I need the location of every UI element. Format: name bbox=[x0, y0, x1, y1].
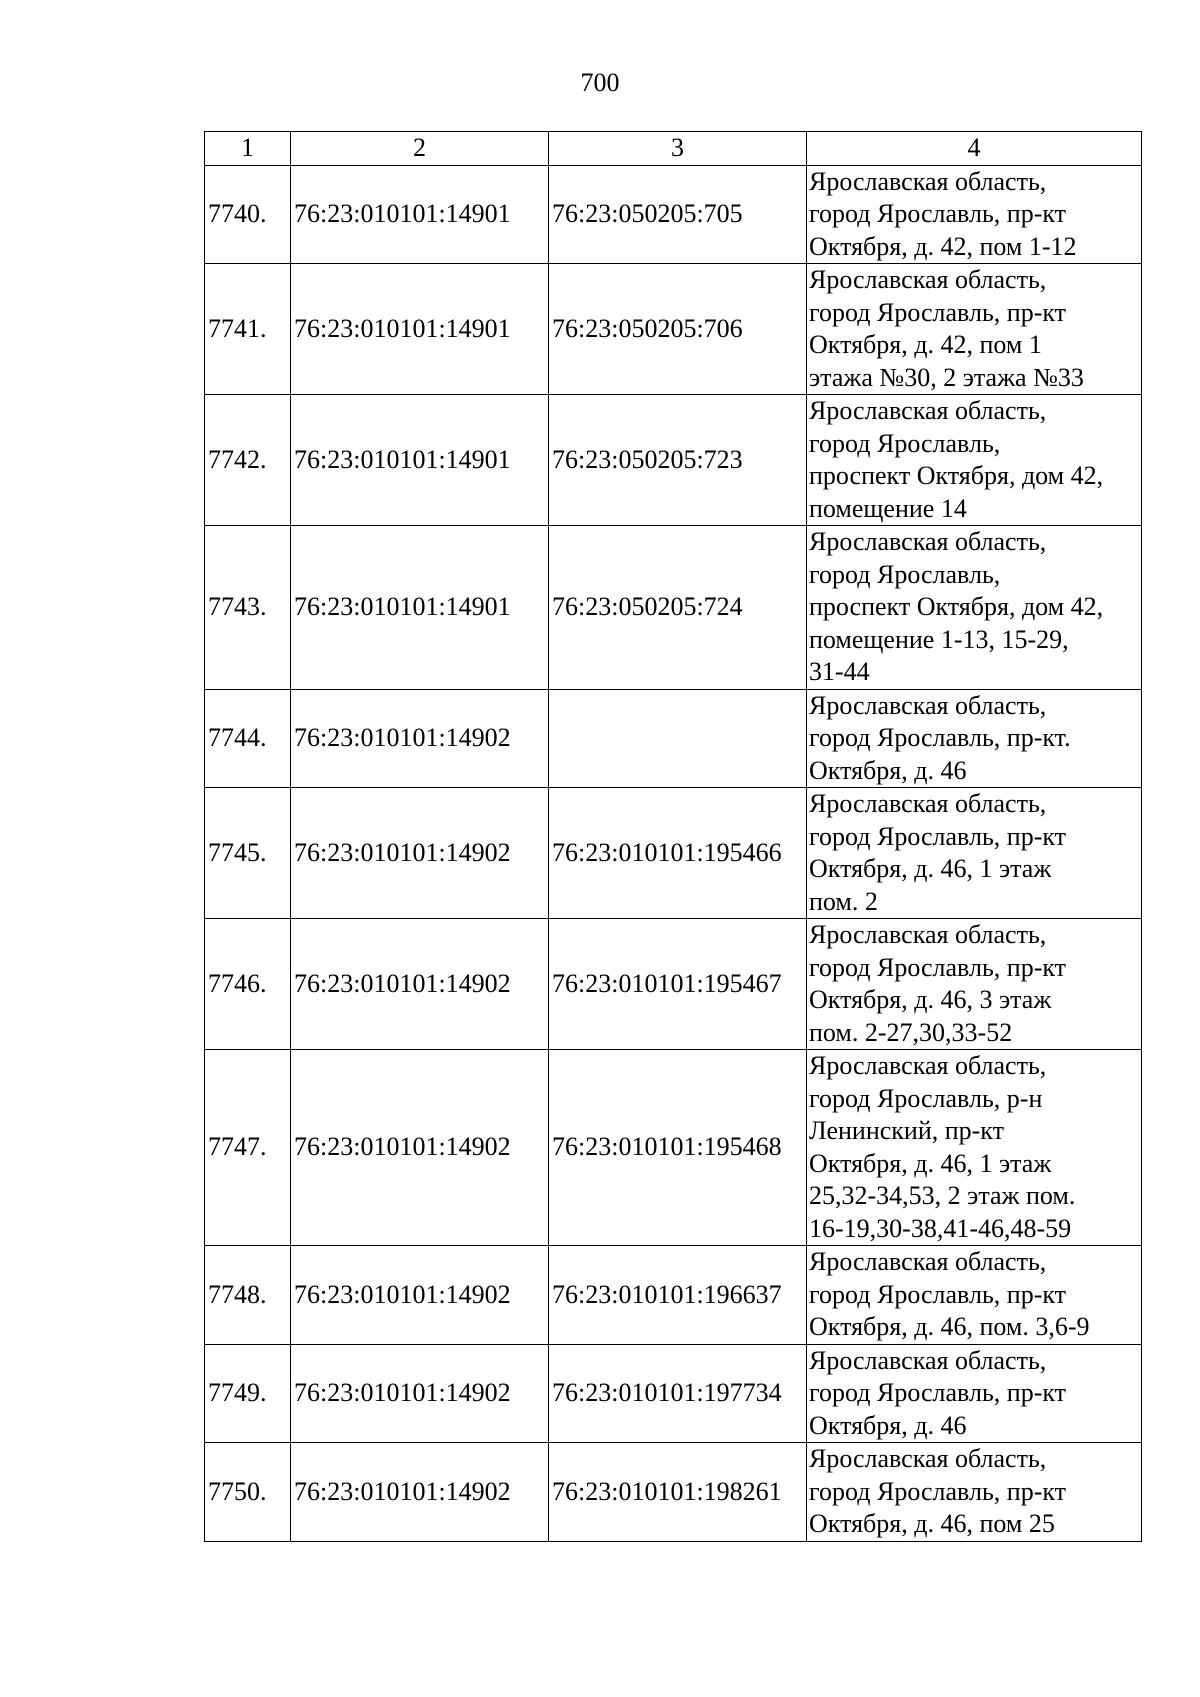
table-row bbox=[205, 788, 1142, 919]
cadastral-number: 76:23:010101:195466 bbox=[549, 788, 807, 919]
table-header-row bbox=[205, 132, 1142, 166]
row-number: 7744. bbox=[205, 689, 291, 788]
table-row bbox=[205, 1246, 1142, 1345]
cadastral-number: 76:23:010101:195467 bbox=[549, 919, 807, 1050]
cadastral-number-parent: 76:23:010101:14902 bbox=[291, 1050, 549, 1246]
address: Ярославская область, город Ярославль, пр-кт Октября, д. 42, пом 1-12 bbox=[807, 165, 1142, 264]
cadastral-number-parent: 76:23:010101:14901 bbox=[291, 395, 549, 526]
page-number: 700 bbox=[580, 68, 620, 97]
table-row bbox=[205, 1050, 1142, 1246]
table-row bbox=[205, 1344, 1142, 1443]
header-col-3: 3 bbox=[549, 132, 807, 166]
cadastral-number: 76:23:050205:706 bbox=[549, 264, 807, 395]
address: Ярославская область, город Ярославль, пр-кт. Октября, д. 46 bbox=[807, 689, 1142, 788]
address: Ярославская область, город Ярославль, р-н Ленинский, пр-кт Октября, д. 46, 1 этаж 25,32-34,53, 2 этаж пом. 16-19,30-38,41-46,48-59 bbox=[807, 1050, 1142, 1246]
row-number: 7747. bbox=[205, 1050, 291, 1246]
cadastral-number: 76:23:050205:724 bbox=[549, 526, 807, 690]
row-number: 7746. bbox=[205, 919, 291, 1050]
address: Ярославская область, город Ярославль, проспект Октября, дом 42, помещение 14 bbox=[807, 395, 1142, 526]
cadastral-number-parent: 76:23:010101:14902 bbox=[291, 1443, 549, 1542]
cadastral-number-parent: 76:23:010101:14901 bbox=[291, 264, 549, 395]
header-col-2: 2 bbox=[291, 132, 549, 166]
row-number: 7743. bbox=[205, 526, 291, 690]
table-row bbox=[205, 689, 1142, 788]
address: Ярославская область, город Ярославль, пр-кт Октября, д. 42, пом 1 этажа №30, 2 этажа №33 bbox=[807, 264, 1142, 395]
address: Ярославская область, город Ярославль, пр-кт Октября, д. 46, 3 этаж пом. 2-27,30,33-52 bbox=[807, 919, 1142, 1050]
table-row bbox=[205, 919, 1142, 1050]
row-number: 7750. bbox=[205, 1443, 291, 1542]
address: Ярославская область, город Ярославль, пр-кт Октября, д. 46, пом 25 bbox=[807, 1443, 1142, 1542]
row-number: 7742. bbox=[205, 395, 291, 526]
row-number: 7749. bbox=[205, 1344, 291, 1443]
table-row bbox=[205, 165, 1142, 264]
cadastral-number-parent: 76:23:010101:14902 bbox=[291, 788, 549, 919]
header-col-1: 1 bbox=[205, 132, 291, 166]
registry-table bbox=[204, 131, 1142, 1542]
cadastral-number-parent: 76:23:010101:14902 bbox=[291, 689, 549, 788]
cadastral-number: 76:23:010101:196637 bbox=[549, 1246, 807, 1345]
row-number: 7745. bbox=[205, 788, 291, 919]
cadastral-number-parent: 76:23:010101:14902 bbox=[291, 1246, 549, 1345]
cadastral-number-parent: 76:23:010101:14902 bbox=[291, 919, 549, 1050]
cadastral-number-parent: 76:23:010101:14901 bbox=[291, 526, 549, 690]
cadastral-number: 76:23:050205:705 bbox=[549, 165, 807, 264]
cadastral-number: 76:23:010101:195468 bbox=[549, 1050, 807, 1246]
cadastral-number: 76:23:010101:197734 bbox=[549, 1344, 807, 1443]
cadastral-number-parent: 76:23:010101:14902 bbox=[291, 1344, 549, 1443]
cadastral-number bbox=[549, 689, 807, 788]
row-number: 7740. bbox=[205, 165, 291, 264]
table-row bbox=[205, 1443, 1142, 1542]
row-number: 7748. bbox=[205, 1246, 291, 1345]
row-number: 7741. bbox=[205, 264, 291, 395]
cadastral-number: 76:23:050205:723 bbox=[549, 395, 807, 526]
header-col-4: 4 bbox=[807, 132, 1142, 166]
table-row bbox=[205, 395, 1142, 526]
cadastral-number: 76:23:010101:198261 bbox=[549, 1443, 807, 1542]
address: Ярославская область, город Ярославль, проспект Октября, дом 42, помещение 1-13, 15-29, 31-44 bbox=[807, 526, 1142, 690]
address: Ярославская область, город Ярославль, пр-кт Октября, д. 46, 1 этаж пом. 2 bbox=[807, 788, 1142, 919]
address: Ярославская область, город Ярославль, пр-кт Октября, д. 46 bbox=[807, 1344, 1142, 1443]
table-row bbox=[205, 526, 1142, 690]
address: Ярославская область, город Ярославль, пр-кт Октября, д. 46, пом. 3,6-9 bbox=[807, 1246, 1142, 1345]
cadastral-number-parent: 76:23:010101:14901 bbox=[291, 165, 549, 264]
table-row bbox=[205, 264, 1142, 395]
